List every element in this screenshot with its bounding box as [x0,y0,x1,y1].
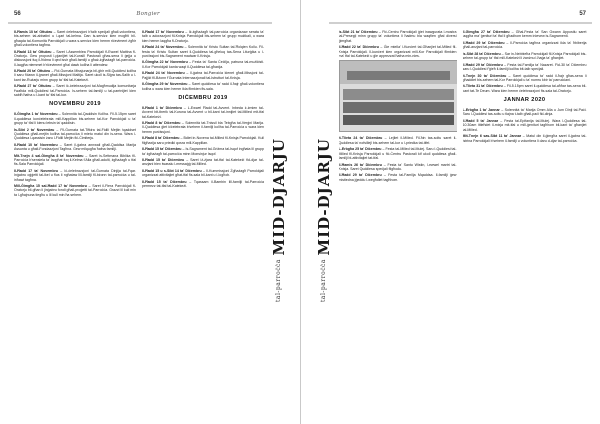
entry-date: Il-Ħadd 5 ta' Jannar [462,118,499,123]
entry-date: Il-Ħadd 15 ta' Diċembru [142,158,185,163]
entries-list [463,30,587,93]
entry-date: Il-Ħadd 8 ta' Diċembru [142,136,180,141]
photo-people-row [343,115,454,126]
entry-text: – Saret ċelebrazzjoni b'talb speċjali għall-volontiera, bis-sehem tal-abbatini u l-qari tal-kelma. Dan is-servizz kien mogħti bil-għaqda tal-Komunità Parrokkjali u wara s-servizz kien hemm riċeviment żgħir għall-volontiera tagħna. [14,30,136,48]
entry-text: – Saret quddiesa ta' radd il-ħajr għall-volontiera kollha u wara kien hemm ikla flimkien fis-sala. [142,82,264,91]
diary-entry [339,45,457,58]
diary-entry [463,134,587,143]
diary-entry [142,30,264,43]
entry-date: Il-Ħadd 10 ta' Novembru [14,142,58,147]
diary-entry [463,52,587,61]
entry-date: Il-Ġimgħa 29 ta' Novembru [142,82,188,87]
entry-date: Il-Ħadd 15 u s-Sibt 14 ta' Diċembru [142,168,202,173]
photo-people-row [343,89,454,100]
entry-text: – Festa ta' Santu Wistin, l-ewwel martri tal-Knisja. Saret Quddiesa speċjali filgħodu. [338,162,457,171]
entry-text: – Matul din il-ġimgħa saret il-ġabra tal-Istrina Parrokkjali b'sehem il-familji u voluntiera li daru d-djar tal-parroċċa. [462,134,587,143]
entry-date: It-Tlieta 24 ta' Diċembru [338,136,383,141]
entry-text: – Bdiet in-Novena tal-Milied fil-Knisja Parrokkjali. Kull filgħaxija saru priedki qosra mill-Kappillan. [142,136,264,145]
entry-date: Il-Ħadd 27 ta' Ottubru [14,84,52,89]
entry-text: – Solennità ta' Marija Omm Alla u Jum Dinji tal-Paċi. Saru l-Quddiesi tas-soltu u tlajna t-talb għall-paċi fid-dinja. [462,108,587,117]
entry-date: Il-Ħadd 15 ta' Diċembru [142,179,187,184]
diary-entry [14,112,136,125]
entry-text: – Lejliet il-Milied. Fil-ħin tas-soltu saret il-Quddiesa ta' nofsillejl bis-sehem tal-kor u l-priedka tat-tifel. [338,136,457,145]
diary-entry [463,84,587,93]
entry-text: – Ġie mtella' l-Kunċert tal-Għanjiet tal-Milied fil-Knisja Parrokkjali. Il-kunċert kien organizzat mill-Kor Parrokkjali flimkien ma' tfal tal-Katekeżi u ġie apprezzat ħafna min-nies. [338,45,457,58]
entry-date: Il-Ħadd 17 ta' Novembru [142,30,184,34]
entry-text: – Għal-Festa ta' San Ġwann Appostlu saret laqgħa ma' ġenituri ta' tfal li għadhom kemm irċevew is-Sagramenti. [462,30,587,39]
diary-entry [463,63,587,72]
diary-entry [339,30,457,43]
diary-entry [14,50,136,67]
entry-date: It-Tlieta 31 ta' Diċembru [462,84,503,89]
diary-entry [339,163,457,172]
masthead-subtitle: tal-parroċċa [275,259,282,303]
entries-list [142,106,264,189]
entry-text: – Fiċ-Ċentru Parrokkjali ġiet inawgurata l-mostra tal-Presepji minn grupp ta' voluntiera li ħadmu bla waqfien għal diversi ġimgħat. [338,30,457,43]
entry-text: – Saret iż-żjara tat-tfal tal-Katekeżi fid-djar tal-anzjani biex iwasslu l-messaġġ tal-Milied. [142,158,264,167]
entry-date: Il-Ħadd 29 ta' Diċembru [338,173,382,178]
entry-date: Is-Sibt 28 ta' Diċembru [462,51,501,56]
entry-text: – Solennità tat-Tnissil bla Tebgħa tal-Verġni Marija. Il-Quddiesa ġiet iċċelebrata b'sehem il-familji kollha tal-Parroċċa u wara kien hemm purċissjoni. [142,121,264,134]
entry-text: – Festa ta' Santa Ċeċilja, patruna tal-mużiċisti. Il-Kor Parrokkjali kanta waqt il-Quddiesa tal-għaxija. [142,60,264,69]
month-heading: DIĊEMBRU 2019 [178,94,228,101]
entry-date: Il-Ħadd 15 ta' Diċembru [142,147,182,152]
diary-entry [142,106,264,119]
entry-date: Is-Sibt 2 ta' Novembru [14,127,55,132]
entry-date: Is-Sibt 21 ta' Diċembru [338,30,378,34]
right-page [301,0,600,424]
diary-entry [339,173,457,182]
entry-text: – Saret is-Settmana Biblika fil-Parroċċa b'sensiela ta' laqgħat fuq il-Kelma t'Alla għall-adulti, żgħażagħ u tfal fis-Sala Parrokkjali. [14,153,136,167]
entry-date: Mit-Tnejn 4 sal-Ġimgħa 8 ta' Novembru [14,153,84,158]
entry-text: – Saret il-ġabra annwali għall-Qaddisa Marija Assunta u għall-Fondazzjoni Tagħna. Ġew milqugħa ħafna familji. [14,142,136,152]
entry-date: Il-Ħadd 29 ta' Diċembru [462,62,503,67]
entry-text: – Saret l-Assemblea Parrokkjali fl-Ewwel Mattina fl-Oratorju. Ġew proposti l-pjanijiet tal-Kunsill Pastorali għas-sena li ġejja u diskussjoni fuq il-ħidma li qed issir għall-familji u għaż-żgħażagħ tal-parroċċa. Il-laqgħa ntemmet b'riċeviment għal dawk kollha li attendew. [14,49,136,67]
entry-text: – Festa tal-Milied tal-Mulej. Saru l-Quddiesi tal-Milied fil-Knisja Parrokkjali u fiċ-Ċentru Pastorali kif ukoll quddiesa għall-familji bl-attivitajiet tat-tfal. [338,147,457,160]
entry-date: Il-Ħadd 20 ta' Ottubru [14,69,51,74]
entry-text: – Fil-5.15pm saret il-quddiesa tal-aħħar tas-sena bil-kant tat-Te Deum. Wara kien hemm ċelebrazzjoni fis-sala tal-Oratorju. [462,84,587,93]
entry-text: – Festa tal-Familja Mqaddsa. Il-familji ġew mistiedna jġeddu l-wegħdiet tagħhom. [338,173,457,182]
header-band [8,22,272,24]
entry-text: – Saret iċ-ċelebrazzjoni tal-Magħmudija komunitarja f'waħda mill-Quddiesi tal-Parroċċa. Is-sehem tal-familji u tal-parrinijiet kien sabiħ ħafna u l-kant ta' tfal tal-kor. [14,84,136,98]
entries-list [14,112,136,197]
entries-list [339,30,457,58]
diary-entry [14,169,136,182]
side-masthead [311,30,337,410]
brand-logo: Bongier [136,11,160,17]
entry-date: Il-Ħadd 17 ta' Novembru [14,168,59,173]
diary-entry [142,82,264,91]
entry-text: – Fid-Ġurnata Missjunarja bil-ġbir mill-Quddiesi kollha li saru f'dawn il-ġranet għall-Missjoni Maltija. Saret ukoll is-Siġra tas-Salib u l-kant tar-Rużarju minn grupp ta' tfal tal-Katekeżi. [14,69,136,82]
diary-entry [339,147,457,160]
left-column-2 [142,30,264,414]
diary-entry [14,30,136,47]
diary-entry [142,121,264,134]
entry-date: L-Erbgħa 25 ta' Diċembru [338,147,382,152]
diary-entry [14,154,136,167]
entry-date: L-Erbgħa 1 ta' Jannar [462,108,500,113]
diary-entry [463,41,587,50]
diary-entry [14,84,136,97]
entry-date: Il-Ġimgħa 1 ta' Novembru [14,112,58,117]
entry-text: – Il-Parroċċa tagħna organizzat ikla ta' ħbiberija għall-anzjani tal-parroċċa. [462,40,587,50]
diary-entry [142,136,264,145]
page-header [14,8,286,20]
entry-text: – Iż-żgħażagħ tal-parroċċa organizzaw serata ta' talb u adorazzjoni fil-Knisja Parrokkjali bis-sehem ta' grupp mużikali, u wara kien hemm laqgħa fl-Oratorju. [142,30,264,43]
entry-date: Il-Ġimgħa 22 ta' Novembru [142,60,188,65]
entry-date: It-Tnejn 30 ta' Diċembru [462,73,507,78]
photo-choir [339,60,457,132]
entry-date: Il-Ħamis 10 ta' Ottubru [14,30,53,34]
entry-text: – Solennità ta' Kristu Sultan tal-Ħolqien Kollu. Fil-festa ta' Kristu Sultan saret il-Quddiesa tal-għeluq tas-Sena Liturġika u l-purċissjoni bis-Sagrament madwar il-Knisja. [142,45,264,58]
entry-date: Il-Ħadd 24 ta' Novembru [142,71,185,76]
diary-entry [463,119,587,132]
diary-entry [463,30,587,39]
entry-date: Mit-Tnejn 6 sas-Sibt 11 ta' Jannar [462,134,522,139]
entry-date: Il-Ħadd 22 ta' Diċembru [338,45,379,50]
entry-text: – Fil-Ġurnata tat-Tifkira tal-Fidili Mejtin tqaddset Quddiesa għall-mejtin kollha tal-parroċċa li mietu matul din is-sena. Wara l-Quddiesa l-qassisin żaru l-Fidili Mejtin fiċ-Ċimiterju. [14,127,136,141]
diary-entry [463,74,587,83]
header-band [329,22,593,24]
photo-banner [347,71,451,79]
right-column-1 [339,30,457,414]
entry-text: – Tqassam il-Bambin lill-familji tal-Parroċċa permezz tat-tfal tal-Katekeżi. [142,179,264,189]
diary-entry [142,158,264,167]
entry-date: Mill-Ġimgħa 15 sal-Ħadd 17 ta' Novembru [14,184,87,189]
entry-date: Il-Ġimgħa 27 ta' Diċembru [462,30,510,34]
page-number: 57 [579,11,586,17]
diary-entry [14,128,136,141]
diary-entry [142,45,264,58]
entry-date: Il-Ħadd 13 ta' Ottubru [14,49,52,54]
entry-text: – Il-ġabra tal-Parroċċa kienet għall-Missjoni tal-Pajjiżi fil-Bżonn f'Ġurnata Internazzjonali tal-Istrutturi tal-Knisja. [142,71,264,80]
entry-date: Il-Ħadd 8 ta' Diċembru [142,121,181,126]
diary-entry [14,184,136,197]
right-column-2 [463,30,587,414]
diary-entry [463,108,587,117]
entry-text: – L-Ewwel Ħadd tal-Avvent. Inbeda ż-żmien tal-Avvent bit-tberik tal-Kuruna tal-Avvent u bil-kant tal-innijiet tal-Milied mit-tfal tal-Katekeżi. [142,105,264,119]
left-column-1 [14,30,136,414]
entry-text: – Solennità tal-Qaddisin Kollha. Fil-5.15pm saret il-quddiesa konċelebrata mill-Kappillan bis-sehem tal-Kor Parrokkjali u ta' grupp ta' tfal li kienu lebsin ta' qaddisin. [14,112,136,126]
entry-text: – Sar in-Nebbieħa Parrokkjali fil-Knisja Parrokkjali bis-sehem tal-grupp ta' tfal mill-Katekeżi li żanżnu l-ħaġa ta' għanjiet. [462,51,587,61]
entry-date: Il-Ħamis 26 ta' Diċembru [338,162,382,167]
entry-text: – Festa tal-Epifanija tal-Mulej. Wara l-Quddiesa tal-10.30am ittieħdet il-mixja mit-tfal u mill-ġenituri tagħhom bil-kant ta' għanjiet tal-Milied. [462,118,587,132]
month-heading: NOVEMBRU 2019 [49,101,101,108]
page-header [315,8,587,20]
diary-entry [14,69,136,82]
month-heading: JANNAR 2020 [503,97,546,104]
entry-text: – Festa tal-Familja ta' Nazaret. Fid-30 ta' Diċembru saru l-Quddiesi f'ġieħ il-familji kollha bit-talb speċjali. [462,62,587,71]
diary-entry [142,169,264,178]
masthead-title: MID-DJARJU [269,137,288,256]
entries-list [339,136,457,182]
masthead-subtitle: tal-parroċċa [320,259,327,303]
diary-entry [14,143,136,152]
masthead-title: MID-DJARJU [314,137,333,256]
entry-date: Il-Ħadd 29 ta' Diċembru [462,40,505,45]
photo-people-row [343,102,454,113]
diary-entry [339,136,457,145]
entries-list [142,30,264,91]
entry-text: – Is-Sagrament tal-Griżma tal-Isqof ingħata lil grupp ta' żgħażagħ tal-parroċċa minn Monsinjur Isqof. [142,147,264,156]
entry-text: – Il-Kummissjoni Żgħażagħ Parrokkjali organizzat attivitajiet għat-tfal fis-sala bil-kant u l-logħob. [142,168,264,178]
entries-list [463,108,587,143]
entry-date: Il-Ħadd 1 ta' Diċembru [142,105,183,110]
entry-text: – Saret quddiesa ta' radd il-ħajr għas-sena li għaddiet bis-sehem tal-Kor Parrokkjali u ta' numru kbir ta' parruċċani. [462,73,587,82]
diary-entry [142,147,264,156]
entry-text: – Iċ-ċelebrazzjoni tal-Ġurnata Dinjija tal-Fqar. Inġabru oġġetti tal-ikel u flus li ngħataw lill-familji fil-bżonn tal-parroċċa u tal-inħawi tagħna. [14,168,136,182]
entry-date: Il-Ħadd 24 ta' Novembru [142,45,184,50]
diary-entry [142,71,264,80]
diary-entry [142,180,264,189]
entries-list [14,30,136,97]
diary-entry [142,60,264,69]
page-number: 56 [14,11,21,17]
side-masthead [266,30,292,410]
entry-text: – Saret il-Fiera Parrokkjali fl-Oratorju bil-għan li jinġabru fondi għall-proġetti tal-Parroċċa. Grazzi lil kull min ta l-għajnuna tiegħu u lil kull min ħa sehem. [14,184,136,197]
